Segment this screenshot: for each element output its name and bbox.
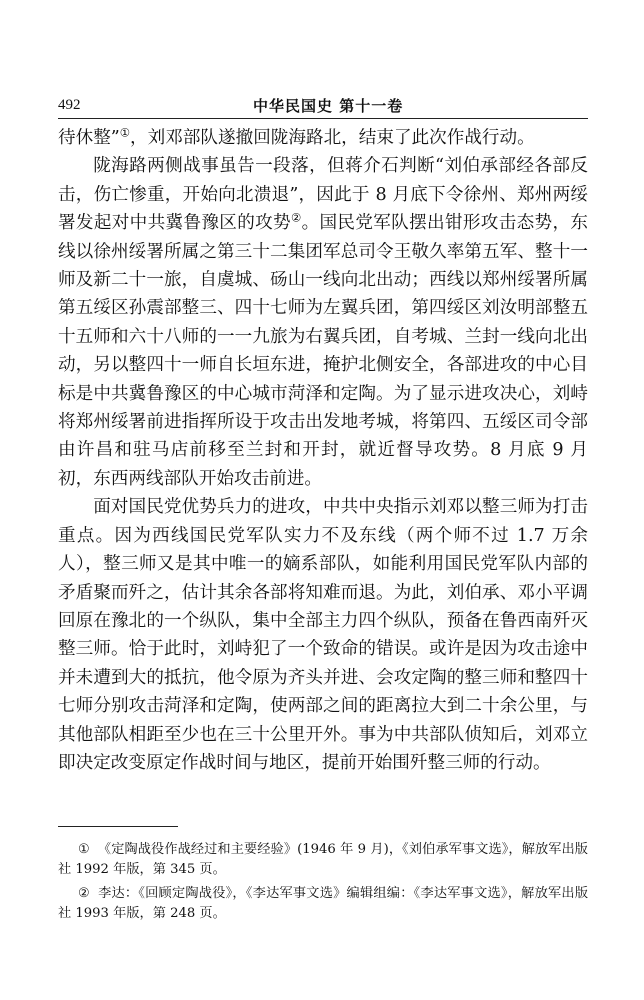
paragraph-2-text-continued: 。国民党军队摆出钳形攻击态势，东线以徐州绥署所属之第三十二集团军总司令王敬久率第五军、整十一师及新二十一旅，自虞城、砀山一线向北出动；西线以郑州绥署所属第五绥区孙震部整三、四十七师为左翼兵团，第四绥区刘汝明部整五十五师和六十八师的一一九旅为右翼兵团，自考城、兰封一线向北出动，另以整四十一师自长垣东进，掩护北侧安全，各部进攻的中心目标是中共冀鲁豫区的中心城市菏泽和定陶。为了显示进攻决心，刘峙将郑州绥署前进指挥所设于攻击出发地考城，将第四、五绥区司令部由许昌和驻马店前移至兰封和开封，就近督导攻势。8 月底 9 月初，东西两线部队开始攻击前进。 bbox=[58, 213, 588, 489]
paragraph-1 bbox=[58, 124, 588, 152]
paragraph-1-text-continued: ，刘邓部队遂撤回陇海路北，结束了此次作战行动。 bbox=[130, 128, 535, 148]
footnote-2-mark: ② bbox=[78, 886, 91, 901]
paragraph-2 bbox=[58, 152, 588, 493]
footnote-2 bbox=[58, 884, 588, 924]
footnote-1-mark: ① bbox=[78, 842, 90, 857]
paragraph-1-text: 待休整” bbox=[58, 128, 120, 148]
footnote-ref-1: ① bbox=[119, 125, 131, 140]
header-rule bbox=[58, 118, 588, 119]
footnote-rule bbox=[58, 826, 178, 827]
footnote-1 bbox=[58, 840, 588, 880]
footnote-2-text: 李达：《回顾定陶战役》，《李达军事文选》编辑组编：《李达军事文选》，解放军出版社 1993 年版，第 248 页。 bbox=[58, 886, 589, 921]
paragraph-3 bbox=[58, 493, 588, 777]
footnotes bbox=[58, 840, 588, 928]
paragraph-3-text: 面对国民党优势兵力的进攻，中共中央指示刘邓以整三师为打击重点。因为西线国民党军队实力不及东线（两个师不过 1.7 万余人），整三师又是其中唯一的嫡系部队，如能利用国民党军队内部的矛盾聚而歼之，估计其余各部将知难而退。为此，刘伯承、邓小平调回原在豫北的一个纵队，集中全部主力四个纵队，预备在鲁西南歼灭整三师。恰于此时，刘峙犯了一个致命的错误。或许是因为攻击途中并未遭到大的抵抗，他令原为齐头并进、会攻定陶的整三师和整四十七师分别攻击菏泽和定陶，使两部之间的距离拉大到二十余公里，与其他部队相距至少也在三十公里开外。事为中共部队侦知后，刘邓立即决定改变原定作战时间与地区，提前开始围歼整三师的行动。 bbox=[58, 497, 588, 773]
footnote-ref-2: ② bbox=[290, 210, 302, 225]
body-text bbox=[58, 124, 588, 777]
paragraph-2-text: 陇海路两侧战事虽告一段落，但蒋介石判断“刘伯承部经各部反击，伤亡惨重，开始向北溃退”，因此于 8 月底下令徐州、郑州两绥署发起对中共冀鲁豫区的攻势 bbox=[58, 156, 588, 234]
page-number: 492 bbox=[58, 97, 81, 113]
footnote-1-text: 《定陶战役作战经过和主要经验》(1946 年 9 月)，《刘伯承军事文选》，解放军出版社 1992 年版，第 345 页。 bbox=[58, 842, 588, 877]
running-title: 中华民国史 第十一卷 bbox=[253, 97, 404, 115]
